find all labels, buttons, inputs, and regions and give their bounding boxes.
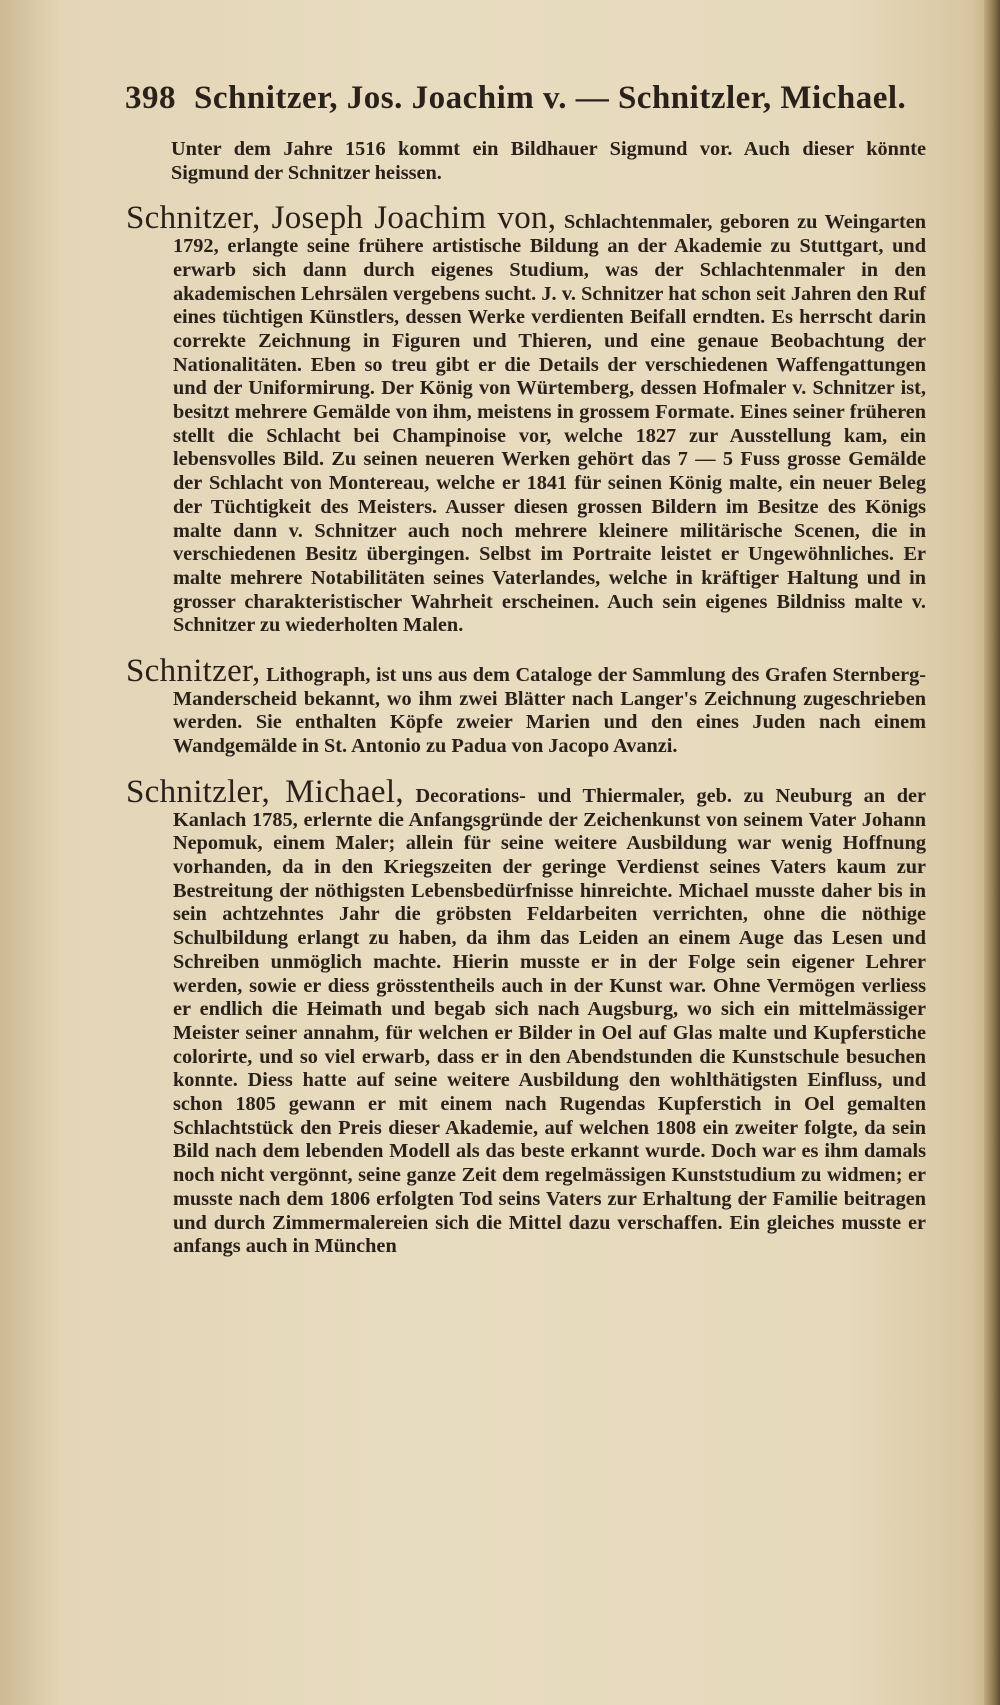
entry-schnitzer-joseph-joachim bbox=[126, 200, 926, 638]
page-edge bbox=[984, 0, 1000, 1705]
entry-text: Decorations- und Thiermaler, geb. zu Neuburg an der Kanlach 1785, erlernte die Anfangsgründe der Zeichenkunst von seinem Vater Johann Nepomuk, einem Maler; allein für seine weitere Ausbildung war wenig Hoffnung vorhanden, da in den Kriegszeiten der geringe Verdienst seines Vaters kaum zur Bestreitung der nöthigsten Lebensbedürfnisse hinreichte. Michael musste daher bis in sein achtzehntes Jahr die gröbsten Feldarbeiten verrichten, ohne die nöthige Schulbildung erlangt zu haben, da ihm das Leiden an einem Auge das Lesen und Schreiben unmöglich machte. Hierin musste er in der Folge sein eigener Lehrer werden, sowie er diess grösstentheils auch in der Kunst war. Ohne Vermögen verliess er endlich die Heimath und begab sich nach Augsburg, wo sich ein mittelmässiger Meister seiner annahm, für welchen er Bilder in Oel auf Glas malte und Kupferstiche colorirte, und so viel erwarb, dass er in den Abendstunden die Kunstschule besuchen konnte. Diess hatte auf seine weitere Ausbildung den wohlthätigsten Einfluss, und schon 1805 gewann er mit einem nach Rugendas Kupferstich in Oel gemalten Schlachtstück den Preis dieser Akademie, auf welchen 1808 ein zweiter folgte, da sein Bild nach dem lebenden Modell als das beste erkannt wurde. Doch war es ihm damals noch nicht vergönnt, seine ganze Zeit dem regelmässigen Kunststudium zu widmen; er musste nach dem 1806 erfolgten Tod seins Vaters zur Erhaltung der Familie beitragen und durch Zimmermalereien sich die Mittel dazu verschaffen. Ein gleiches musste er anfangs auch in München bbox=[173, 784, 926, 1258]
running-header bbox=[125, 80, 907, 117]
running-title: Schnitzer, Jos. Joachim v. — Schnitzler, Michael. bbox=[194, 80, 907, 116]
entry-headword: Schnitzler, Michael, bbox=[126, 773, 404, 810]
page-number: 398 bbox=[125, 80, 176, 116]
entry-text: Lithograph, ist uns aus dem Cataloge der Sammlung des Grafen Sternberg-Manderscheid bekannt, wo ihm zwei Blätter nach Langer's Zeichnung zugeschrieben werden. Sie enthalten Köpfe zweier Marien und den eines Juden nach einem Wandgemälde in St. Antonio zu Padua von Jacopo Avanzi. bbox=[173, 664, 926, 758]
entry-schnitzler-michael bbox=[126, 773, 926, 1259]
intro-paragraph: Unter dem Jahre 1516 kommt ein Bildhauer Sigmund vor. Auch dieser könnte Sigmund der Schnitzer heissen. bbox=[171, 138, 926, 184]
entry-text: Schlachtenmaler, geboren zu Weingarten 1792, erlangte seine frühere artistische Bildung an der Akademie zu Stuttgart, und erwarb sich dann durch eigenes Studium, was der Schlachtenmaler in den akademischen Lehrsälen vergebens sucht. J. v. Schnitzer hat schon seit Jahren den Ruf eines tüchtigen Künstlers, dessen Werke verdienten Beifall erndten. Es herrscht darin correkte Zeichnung in Figuren und Thieren, und eine genaue Beobachtung der Nationalitäten. Eben so treu gibt er die Details der verschiedenen Waffengattungen und der Uniformirung. Der König von Würtemberg, dessen Hofmaler v. Schnitzer ist, besitzt mehrere Gemälde von ihm, meistens in grossem Formate. Eines seiner früheren stellt die Schlacht bei Champinoise vor, welche 1827 zur Ausstellung kam, ein lebensvolles Bild. Zu seinen neueren Werken gehört das 7 — 5 Fuss grosse Gemälde der Schlacht von Montereau, welche er 1841 für seinen König malte, ein neuer Beleg der Tüchtigkeit des Meisters. Ausser diesen grossen Bildern im Besitze des Königs malte dann v. Schnitzer auch noch mehrere kleinere militärische Scenen, die in verschiedenen Besitz übergingen. Selbst im Portraite leistet er Ungewöhnliches. Er malte mehrere Notabilitäten seines Vaterlandes, welche in kräftiger Haltung und in grosser charakteristischer Wahrheit erscheinen. Auch sein eigenes Bildniss malte v. Schnitzer zu wiederholten Malen. bbox=[173, 211, 926, 637]
page-body bbox=[126, 138, 926, 1259]
entry-headword: Schnitzer, bbox=[126, 653, 261, 690]
entry-headword: Schnitzer, Joseph Joachim von, bbox=[126, 200, 557, 237]
entry-schnitzer-lithograph bbox=[126, 653, 926, 759]
